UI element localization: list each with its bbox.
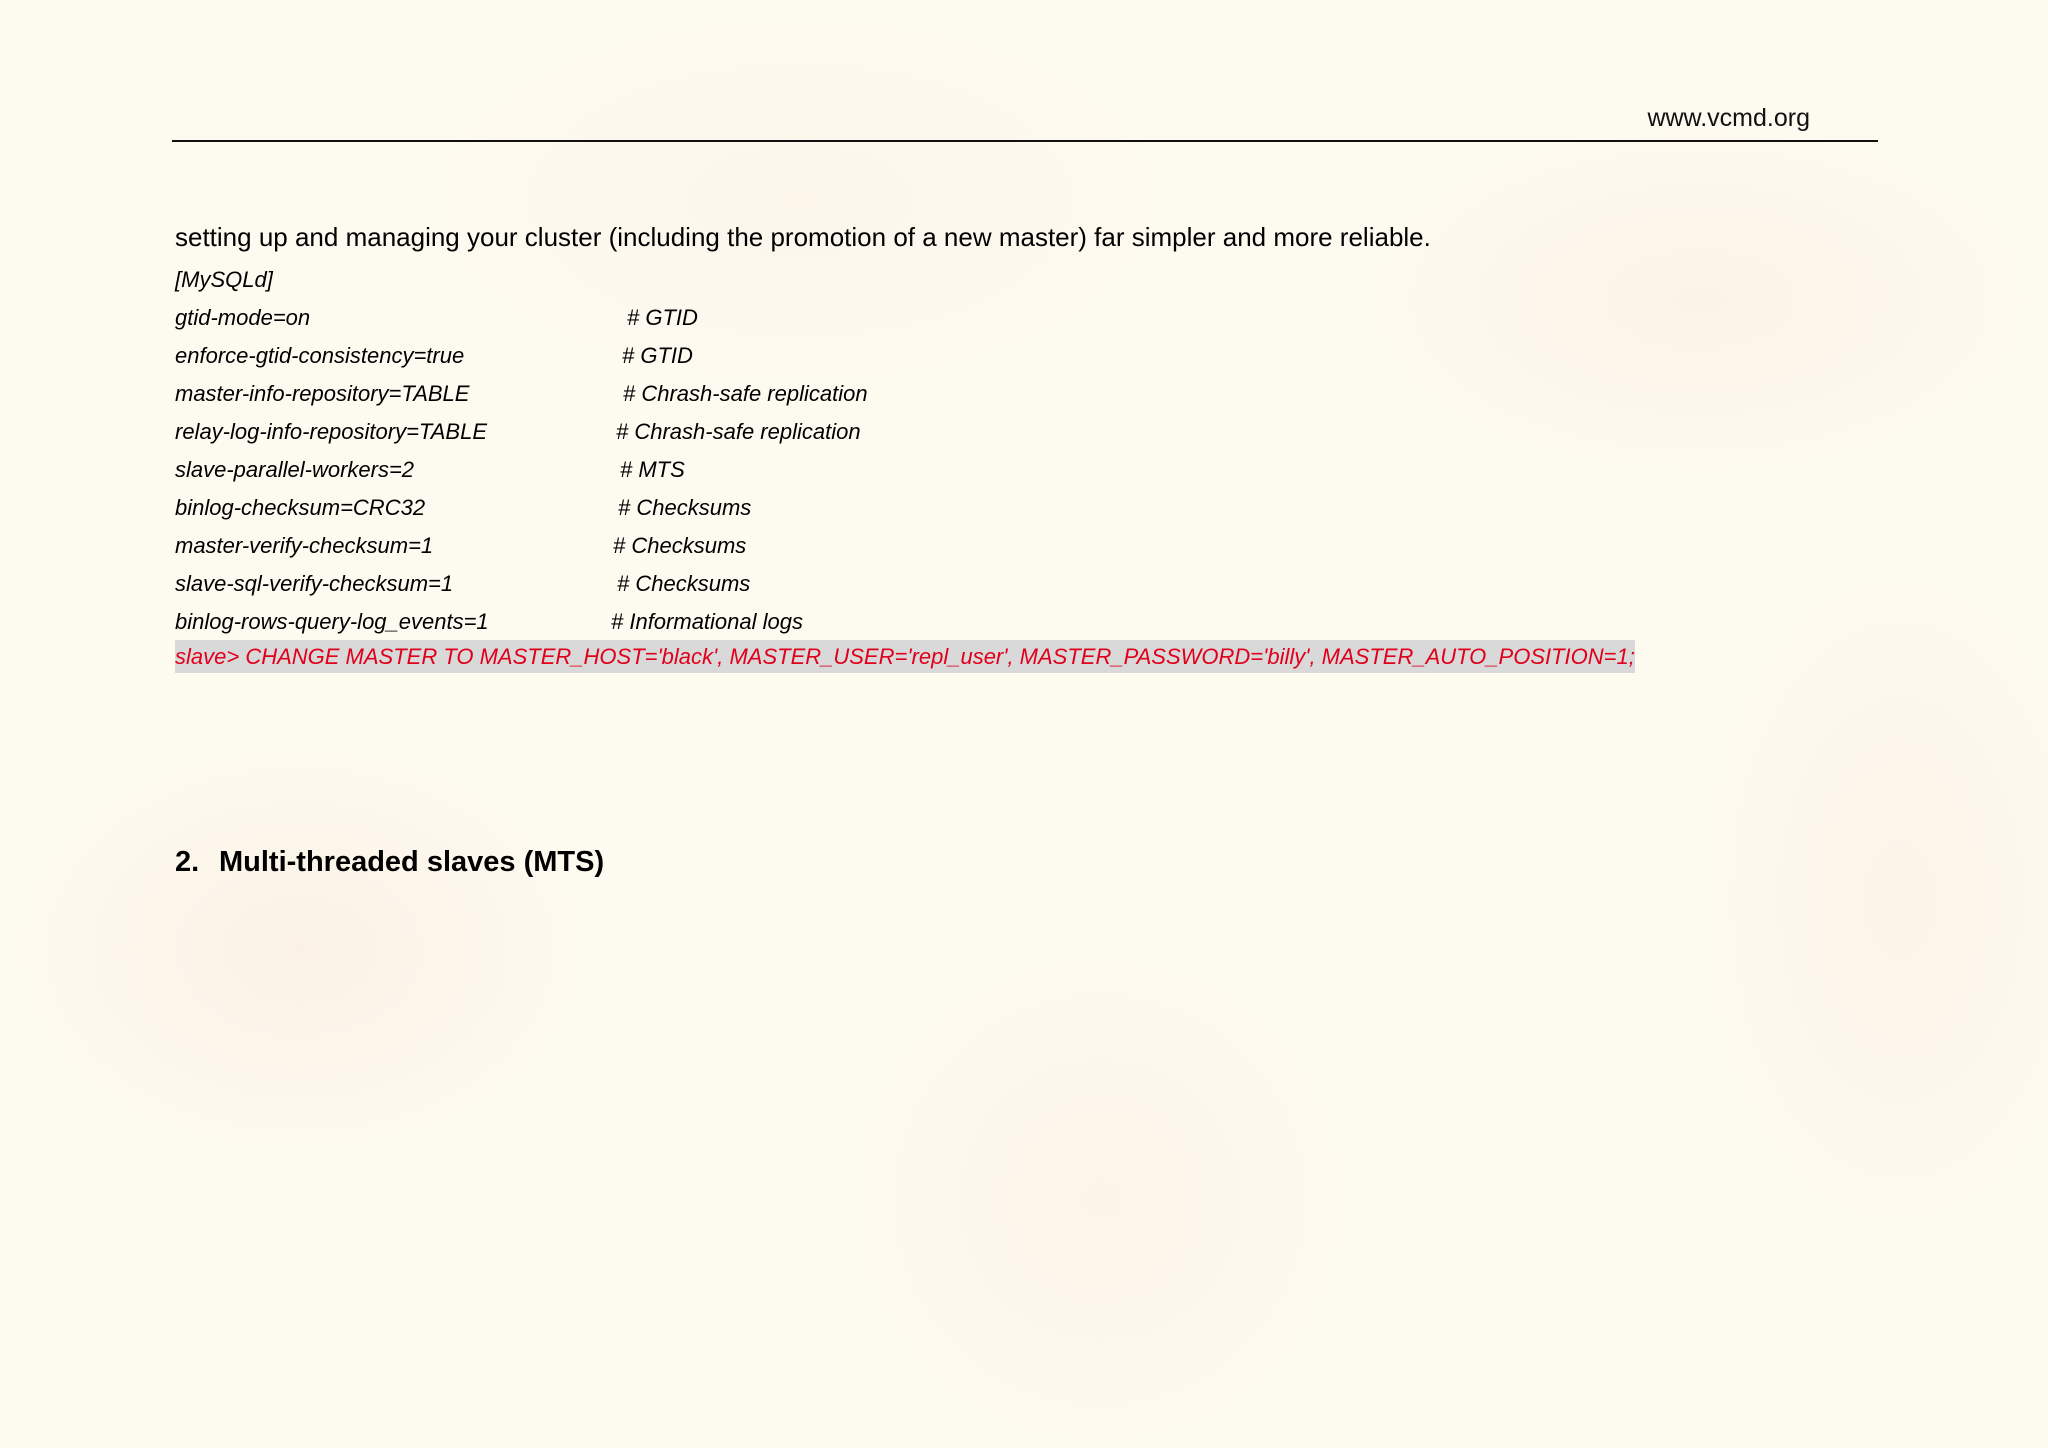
config-key: binlog-rows-query-log_events=1	[175, 609, 489, 634]
config-comment: # Checksums	[613, 533, 747, 558]
config-key: gtid-mode=on	[175, 305, 311, 330]
document-page: www.vcmd.org setting up and managing your cluster (including the promotion of a new master) far simpler and more reliable. [MySQLd] gtid-mode=on # GTID enforce-gtid-consistency=true # GTID master-info-repository=TABLE # Chrash-safe replication relay-log-info-repository=TABLE # Chrash-safe replication slave-parallel-workers=2 # MTS binlog-checksum=CRC32 # Checksums master-verify-checksum=1 # Checksums slave-sql-verify-checksum=1 # Checksums binlog-rows-query-log_events=1 # Informational logs slave> CHANGE MASTER TO MASTER_HOST='black', MASTER_USER='repl_user', MASTER_PASSWORD='billy', MASTER_AUTO_POSITION=1; 2. Multi-threaded slaves (MTS)	[0, 0, 2048, 1448]
section-number: 2.	[175, 846, 200, 878]
config-key: master-verify-checksum=1	[175, 533, 434, 558]
config-comment: # Chrash-safe replication	[623, 381, 868, 406]
config-comment: # GTID	[622, 343, 693, 368]
config-comment: # Chrash-safe replication	[616, 419, 861, 444]
section-title: Multi-threaded slaves (MTS)	[219, 846, 605, 878]
intro-paragraph: setting up and managing your cluster (including the promotion of a new master) far simpler and more reliable.	[175, 222, 1431, 252]
config-key: enforce-gtid-consistency=true	[175, 343, 465, 368]
header-rule	[172, 140, 1878, 142]
config-key: slave-parallel-workers=2	[175, 457, 415, 482]
config-key: relay-log-info-repository=TABLE	[175, 419, 487, 444]
config-key: slave-sql-verify-checksum=1	[175, 571, 454, 596]
config-comment: # MTS	[620, 457, 685, 482]
config-key: master-info-repository=TABLE	[175, 381, 470, 406]
config-comment: # GTID	[627, 305, 698, 330]
config-key: binlog-checksum=CRC32	[175, 495, 426, 520]
config-comment: # Checksums	[618, 495, 752, 520]
config-comment: # Informational logs	[611, 609, 803, 634]
header-url: www.vcmd.org	[1647, 104, 1810, 132]
section-heading	[175, 846, 604, 879]
change-master-command: slave> CHANGE MASTER TO MASTER_HOST='black', MASTER_USER='repl_user', MASTER_PASSWORD='billy', MASTER_AUTO_POSITION=1;	[175, 640, 1635, 673]
config-comment: # Checksums	[617, 571, 751, 596]
